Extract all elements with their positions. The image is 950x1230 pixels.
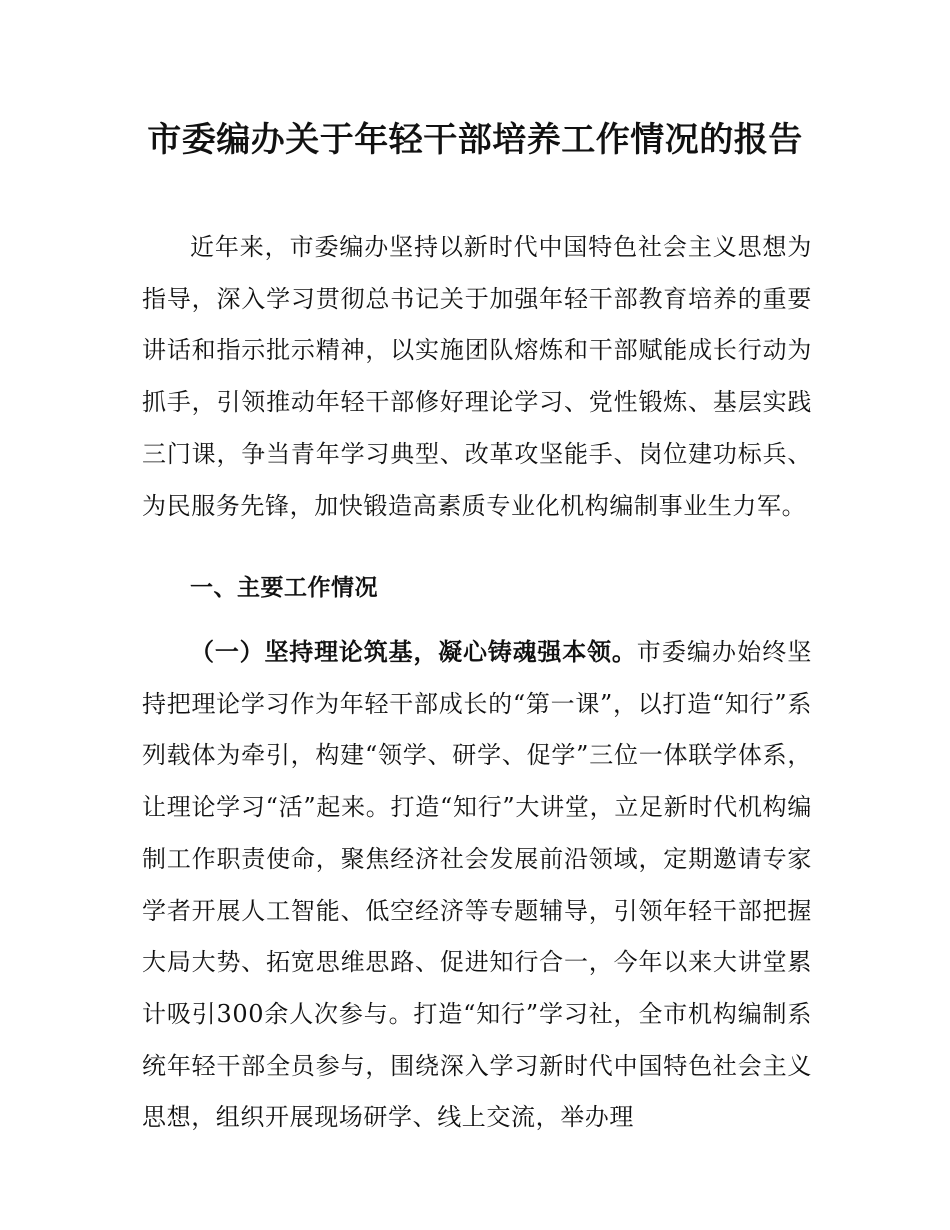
document-title: 市委编办关于年轻干部培养工作情况的报告	[147, 120, 803, 160]
subsection-1-heading: （一）坚持理论筑基，凝心铸魂强本领。	[190, 638, 637, 666]
subsection-1-body: 市委编办始终坚持把理论学习作为年轻干部成长的“第一课”，以打造“知行”系列载体为牵引，构建“领学、研学、促学”三位一体联学体系，让理论学习“活”起来。打造“知行”大讲堂，立足新时代机构编制工作职责使命，聚焦经济社会发展前沿领域，定期邀请专家学者开展人工智能、低空经济等专题辅导，引领年轻干部把握大局大势、拓宽思维思路、促进知行合一，今年以来大讲堂累计吸引300余人次参与。打造“知行”学习社，全市机构编制系统年轻干部全员参与，围绕深入学习新时代中国特色社会主义思想，组织开展现场研学、线上交流，举办理	[142, 638, 813, 1132]
subsection-1-paragraph	[142, 627, 812, 1144]
intro-paragraph: 近年来，市委编办坚持以新时代中国特色社会主义思想为指导，深入学习贯彻总书记关于加强年轻干部教育培养的重要讲话和指示批示精神，以实施团队熔炼和干部赋能成长行动为抓手，引领推动年轻干部修好理论学习、党性锻炼、基层实践三门课，争当青年学习典型、改革攻坚能手、岗位建功标兵、为民服务先锋，加快锻造高素质专业化机构编制事业生力军。	[142, 233, 812, 520]
section-heading: 一、主要工作情况	[190, 575, 378, 601]
